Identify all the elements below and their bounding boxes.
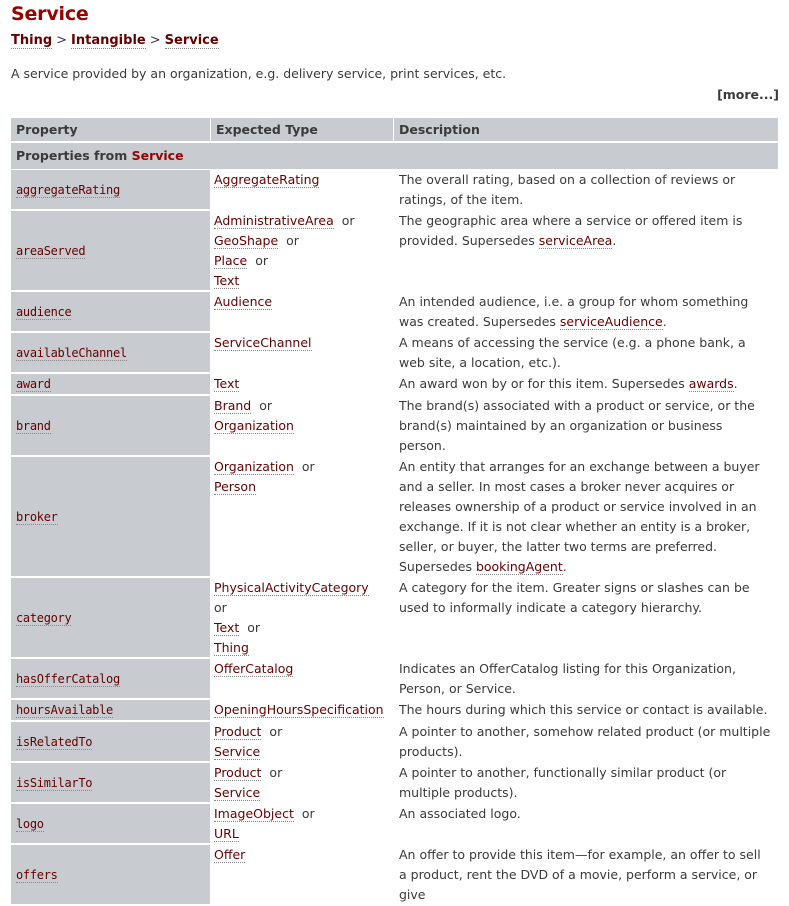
expected-type-cell: [210, 457, 393, 578]
description-cell: [393, 804, 778, 845]
expected-type-link[interactable]: Service: [214, 785, 261, 800]
section-type-link[interactable]: Service: [131, 148, 184, 163]
expected-type-link[interactable]: Thing: [214, 640, 249, 655]
table-row: [11, 211, 778, 292]
expected-type-cell: [210, 211, 393, 292]
description-text: .: [733, 376, 738, 391]
table-row: [11, 700, 778, 722]
property-name-cell: [11, 292, 210, 333]
supersedes-link[interactable]: bookingAgent: [475, 559, 563, 574]
description-text: The overall rating, based on a collection of reviews or ratings, of the item.: [399, 172, 736, 207]
header-description: Description: [393, 118, 778, 143]
property-name-cell: [11, 659, 210, 700]
description-text: A means of accessing the service (e.g. a phone bank, a web site, a location, etc.).: [399, 335, 746, 370]
description-text: The brand(s) associated with a product or service, or the brand(s) maintained by an organization or business person.: [399, 398, 755, 453]
description-text: An offer to provide this item—for example, an offer to sell a product, rent the DVD of a movie, perform a service, or give: [399, 847, 761, 902]
table-row: [11, 292, 778, 333]
or-separator: or: [269, 724, 283, 739]
property-name-link[interactable]: broker: [16, 509, 58, 524]
description-cell: [393, 763, 778, 804]
property-name-cell: [11, 763, 210, 804]
expected-type-link[interactable]: URL: [214, 826, 239, 841]
property-name-link[interactable]: isRelatedTo: [16, 734, 93, 749]
description-cell: [393, 659, 778, 700]
or-separator: or: [301, 459, 315, 474]
or-separator: or: [341, 213, 355, 228]
property-name-cell: [11, 722, 210, 763]
description-text: An award won by or for this item. Supersedes: [399, 376, 689, 391]
description-cell: [393, 170, 778, 211]
property-name-link[interactable]: logo: [16, 816, 44, 831]
breadcrumb-link-thing[interactable]: Thing: [11, 33, 53, 48]
expected-type-link[interactable]: Audience: [214, 294, 273, 309]
header-expected-type: Expected Type: [210, 118, 393, 143]
description-cell: [393, 457, 778, 578]
description-cell: [393, 700, 778, 722]
description-cell: [393, 578, 778, 659]
breadcrumb-link-intangible[interactable]: Intangible: [71, 33, 146, 48]
or-separator: or: [269, 765, 283, 780]
expected-type-cell: [210, 700, 393, 722]
expected-type-link[interactable]: Organization: [214, 418, 294, 433]
description-text: .: [562, 559, 567, 574]
description-text: A pointer to another, somehow related product (or multiple products).: [399, 724, 771, 759]
description-text: Indicates an OfferCatalog listing for this Organization, Person, or Service.: [399, 661, 736, 696]
section-header-row: [11, 143, 778, 170]
expected-type-cell: [210, 333, 393, 374]
header-property: Property: [11, 118, 210, 143]
expected-type-cell: [210, 763, 393, 804]
table-row: [11, 374, 778, 396]
expected-type-link[interactable]: Text: [214, 273, 240, 288]
property-name-link[interactable]: areaServed: [16, 243, 86, 258]
expected-type-link[interactable]: OpeningHoursSpecification: [214, 702, 384, 717]
description-cell: [393, 396, 778, 457]
description-text: An intended audience, i.e. a group for whom something was created. Supersedes: [399, 294, 749, 329]
expected-type-link[interactable]: ServiceChannel: [214, 335, 312, 350]
expected-type-link[interactable]: Text: [214, 376, 240, 391]
table-header-row: [11, 118, 778, 143]
table-row: [11, 457, 778, 578]
description-text: .: [612, 233, 617, 248]
description-cell: [393, 845, 778, 906]
expected-type-link[interactable]: Product: [214, 724, 262, 739]
expected-type-link[interactable]: ImageObject: [214, 806, 294, 821]
expected-type-cell: [210, 845, 393, 906]
description-text: A pointer to another, functionally similar product (or multiple products).: [399, 765, 727, 800]
property-name-cell: [11, 457, 210, 578]
table-row: [11, 170, 778, 211]
property-name-cell: [11, 804, 210, 845]
description-text: The geographic area where a service or offered item is provided. Supersedes: [399, 213, 743, 248]
property-name-cell: [11, 396, 210, 457]
property-name-link[interactable]: brand: [16, 418, 51, 433]
breadcrumb-separator: >: [56, 33, 68, 48]
table-row: [11, 722, 778, 763]
description-text: An entity that arranges for an exchange between a buyer and a seller. In most cases a broker never acquires or releases ownership of a product or service involved in an exchange. If it is not clear whether an entity is a broker, seller, or buyer, the latter two terms are preferred. Supersedes: [399, 459, 760, 574]
property-name-cell: [11, 170, 210, 211]
expected-type-link[interactable]: PhysicalActivityCategory: [214, 580, 369, 595]
description-cell: [393, 333, 778, 374]
or-separator: or: [247, 620, 261, 635]
description-text: The hours during which this service or contact is available.: [399, 702, 768, 717]
expected-type-cell: [210, 659, 393, 700]
expected-type-link[interactable]: Offer: [214, 847, 246, 862]
table-row: [11, 763, 778, 804]
or-separator: or: [214, 600, 227, 615]
expected-type-cell: [210, 292, 393, 333]
property-name-cell: [11, 374, 210, 396]
table-row: [11, 845, 778, 906]
table-row: [11, 333, 778, 374]
section-prefix: Properties from: [16, 148, 128, 163]
expected-type-cell: [210, 396, 393, 457]
property-name-cell: [11, 845, 210, 906]
description-text: .: [662, 314, 667, 329]
or-separator: or: [255, 253, 268, 268]
property-name-cell: [11, 333, 210, 374]
breadcrumb-separator: >: [149, 33, 161, 48]
more-link[interactable]: [more...]: [717, 87, 779, 102]
expected-type-cell: [210, 722, 393, 763]
table-row: [11, 659, 778, 700]
supersedes-link[interactable]: serviceArea: [538, 233, 613, 248]
description-cell: [393, 722, 778, 763]
expected-type-link[interactable]: Text: [214, 620, 240, 635]
description-cell: [393, 292, 778, 333]
property-name-link[interactable]: offers: [16, 867, 58, 882]
expected-type-cell: [210, 804, 393, 845]
property-name-cell: [11, 700, 210, 722]
expected-type-link[interactable]: OfferCatalog: [214, 661, 294, 676]
property-name-link[interactable]: aggregateRating: [16, 182, 120, 197]
description-cell: [393, 211, 778, 292]
expected-type-cell: [210, 578, 393, 659]
section-header: [11, 143, 778, 170]
supersedes-link[interactable]: serviceAudience: [559, 314, 663, 329]
table-row: [11, 578, 778, 659]
expected-type-link[interactable]: AdministrativeArea: [214, 213, 334, 228]
properties-table: [11, 118, 778, 906]
property-name-link[interactable]: category: [16, 610, 72, 625]
property-name-link[interactable]: award: [16, 377, 51, 391]
description-text: An associated logo.: [399, 806, 521, 821]
expected-type-link[interactable]: GeoShape: [214, 233, 279, 248]
table-row: [11, 804, 778, 845]
expected-type-link[interactable]: Product: [214, 765, 262, 780]
expected-type-link[interactable]: Place: [214, 253, 248, 268]
property-name-link[interactable]: hasOfferCatalog: [16, 671, 120, 686]
breadcrumb: [11, 33, 219, 48]
breadcrumb-link-service[interactable]: Service: [164, 33, 219, 48]
property-name-cell: [11, 578, 210, 659]
description-cell: [393, 374, 778, 396]
expected-type-link[interactable]: Organization: [214, 459, 294, 474]
property-name-cell: [11, 211, 210, 292]
or-separator: or: [259, 398, 272, 413]
expected-type-link[interactable]: Brand: [214, 398, 252, 413]
description-text: A category for the item. Greater signs or slashes can be used to informally indicate a category hierarchy.: [399, 580, 750, 615]
property-name-link[interactable]: isSimilarTo: [16, 775, 93, 790]
or-separator: or: [301, 806, 315, 821]
expected-type-link[interactable]: AggregateRating: [214, 172, 320, 187]
expected-type-link[interactable]: Person: [214, 479, 257, 494]
or-separator: or: [286, 233, 299, 248]
type-description: A service provided by an organization, e.g. delivery service, print services, etc.: [11, 66, 507, 81]
property-name-link[interactable]: hoursAvailable: [16, 703, 113, 717]
property-name-link[interactable]: availableChannel: [16, 345, 127, 360]
table-row: [11, 396, 778, 457]
page-title: Service: [11, 3, 89, 25]
expected-type-cell: [210, 170, 393, 211]
supersedes-link[interactable]: awards: [688, 376, 734, 391]
expected-type-cell: [210, 374, 393, 396]
expected-type-link[interactable]: Service: [214, 744, 261, 759]
property-name-link[interactable]: audience: [16, 304, 72, 319]
